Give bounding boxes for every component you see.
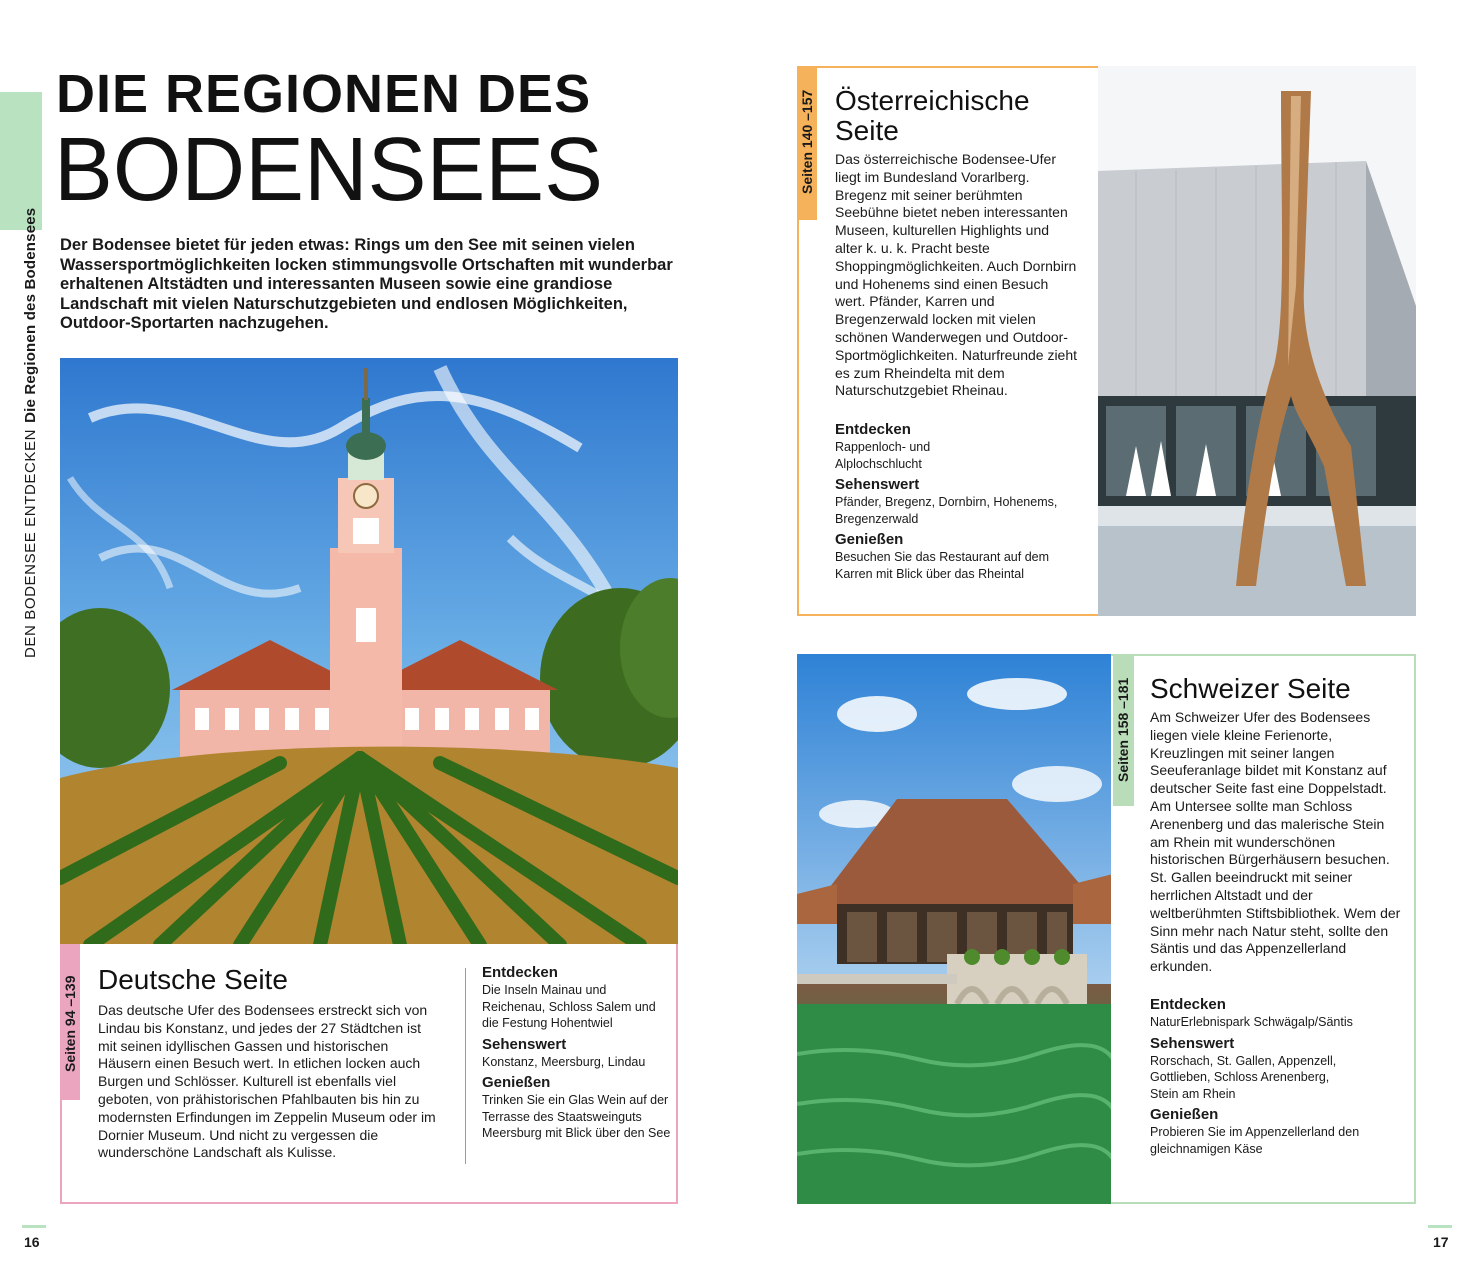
german-sehenswert-heading: Sehenswert: [482, 1035, 567, 1053]
german-pages-label: Seiten 94 –139: [62, 975, 78, 1072]
german-entdecken-heading: Entdecken: [482, 964, 558, 981]
austrian-pages-tag: [797, 66, 817, 220]
austrian-highlights: [835, 421, 1080, 582]
austrian-sehenswert-text: Pfänder, Bregenz, Dornbirn, Hohenems, Bregenzerwald: [835, 495, 1058, 526]
running-header-chapter: Die Regionen des Bodensees: [22, 207, 39, 423]
swiss-side-title: Schweizer Seite: [1150, 673, 1351, 704]
austrian-title-line1: Österreichische: [835, 85, 1030, 116]
swiss-sehenswert-text: Rorschach, St. Gallen, Appenzell, Gottlieben, Schloss Arenenberg, Stein am Rhein: [1150, 1053, 1337, 1101]
right-page-number-rule: [1428, 1225, 1452, 1228]
swiss-sehenswert-heading: Sehenswert: [1150, 1034, 1235, 1052]
austrian-side-body: Das österreichische Bodensee-Ufer liegt im Bundesland Vorarlberg. Bregenz mit seiner berühmten Seebühne bietet neben interessanten Museen, kulturellen Highlights und alter k. u. k. Pracht beste Shoppingmöglichkeiten. Auch Dornbirn und Hohenems sind einen Besuch wert. Pfänder, Karren und Bregenzerwald locken mit vielen schönen Wanderwegen und Outdoor-Sportmöglichkeiten. Naturfreunde zieht es zum Rheindelta mit dem Naturschutzgebiet Rheinau.: [835, 151, 1078, 399]
swiss-geniessen-heading: Genießen: [1150, 1106, 1219, 1123]
german-geniessen-text: Trinken Sie ein Glas Wein auf der Terrasse des Staatsweinguts Meersburg mit Blick über den See: [482, 1093, 671, 1140]
swiss-pages-label: Seiten 158 –181: [1115, 677, 1131, 782]
austrian-pages-label: Seiten 140 –157: [799, 89, 815, 194]
german-column-divider: [465, 968, 466, 1164]
austrian-title-line2: Seite: [835, 115, 899, 146]
swiss-entdecken-heading: Entdecken: [1150, 996, 1226, 1013]
austrian-geniessen-text: Besuchen Sie das Restaurant auf dem Karren mit Blick über das Rheintal: [835, 550, 1050, 581]
kreuzlingen-pavilion-illustration: [797, 654, 1113, 1204]
swiss-side-body: Am Schweizer Ufer des Bodensees liegen viele kleine Ferienorte, Kreuzlingen mit seiner langen Seeuferanlage bildet mit Konstanz auf deutscher Seite fast eine Doppelstadt. Am Untersee sollte man Schloss Arenenberg und das malerische Stein am Rhein mit wunderschönen historischen Bürgerhäusern besuchen. St. Gallen beeindruckt mit seiner herrlichen Altstadt und der weltberühmten Stiftsbibliothek. Wem der Sinn mehr nach Natur steht, sollte den Säntis und das Appenzellerland erkunden.: [1150, 709, 1401, 975]
running-header: [22, 207, 39, 658]
german-sehenswert-text: Konstanz, Meersburg, Lindau: [482, 1054, 646, 1069]
kreuzlingen-pavilion-photo: [797, 654, 1113, 1204]
german-entdecken-text: Die Inseln Mainau und Reichenau, Schloss Salem und die Festung Hohentwiel: [482, 983, 656, 1030]
german-geniessen-heading: Genießen: [482, 1074, 551, 1091]
page-title-line2: BODENSEES: [54, 120, 603, 220]
birnau-church-illustration: [60, 358, 678, 945]
austrian-entdecken-text: Rappenloch- und Alplochschlucht: [835, 440, 931, 471]
page-title-line1: DIE REGIONEN DES: [56, 64, 592, 124]
austrian-sehenswert-heading: Sehenswert: [835, 476, 920, 493]
swiss-highlights: [1150, 996, 1406, 1157]
swiss-pages-tag: [1113, 654, 1134, 806]
running-header-section: DEN BODENSEE ENTDECKEN: [22, 428, 39, 658]
left-page-number: 16: [24, 1234, 40, 1250]
left-page-number-rule: [22, 1225, 46, 1228]
austrian-side-title: [835, 86, 1030, 146]
right-page-number: 17: [1433, 1234, 1449, 1250]
austrian-geniessen-heading: Genießen: [835, 531, 904, 548]
swiss-geniessen-text: Probieren Sie im Appenzellerland den gleichnamigen Käse: [1150, 1125, 1360, 1156]
bregenz-sculpture-illustration: [1096, 66, 1416, 616]
german-side-body: Das deutsche Ufer des Bodensees erstreckt sich von Lindau bis Konstanz, und jedes der 27 Städtchen ist mit seinen idyllischen Gassen und historischen Häusern einen Besuch wert. In etlichen locken auch Burgen und Schlösser. Kulturell ist ebenfalls viel geboten, von prähistorischen Pfahlbauten bis hin zu modernsten Erfindungen im Zeppelin Museum oder im Dornier Museum. Und nicht zu vergessen die wunderschöne Landschaft als Kulisse.: [98, 1002, 436, 1161]
german-highlights: [482, 964, 672, 1142]
german-pages-tag: [60, 944, 80, 1100]
birnau-church-photo: [60, 358, 678, 945]
swiss-entdecken-text: NaturErlebnispark Schwägalp/Säntis: [1150, 1015, 1353, 1029]
german-side-title: Deutsche Seite: [98, 964, 288, 995]
bregenz-sculpture-photo: [1096, 66, 1416, 616]
austrian-entdecken-heading: Entdecken: [835, 421, 911, 438]
intro-paragraph: Der Bodensee bietet für jeden etwas: Rings um den See mit seinen vielen Wassersportmöglichkeiten locken stimmungsvolle Ortschaften mit wunderbar erhaltenen Altstädten und interessanten Museen sowie eine grandiose Landschaft mit vielen Naturschutzgebieten und endlosen Möglichkeiten, Outdoor-Sportarten nachzugehen.: [60, 236, 673, 332]
